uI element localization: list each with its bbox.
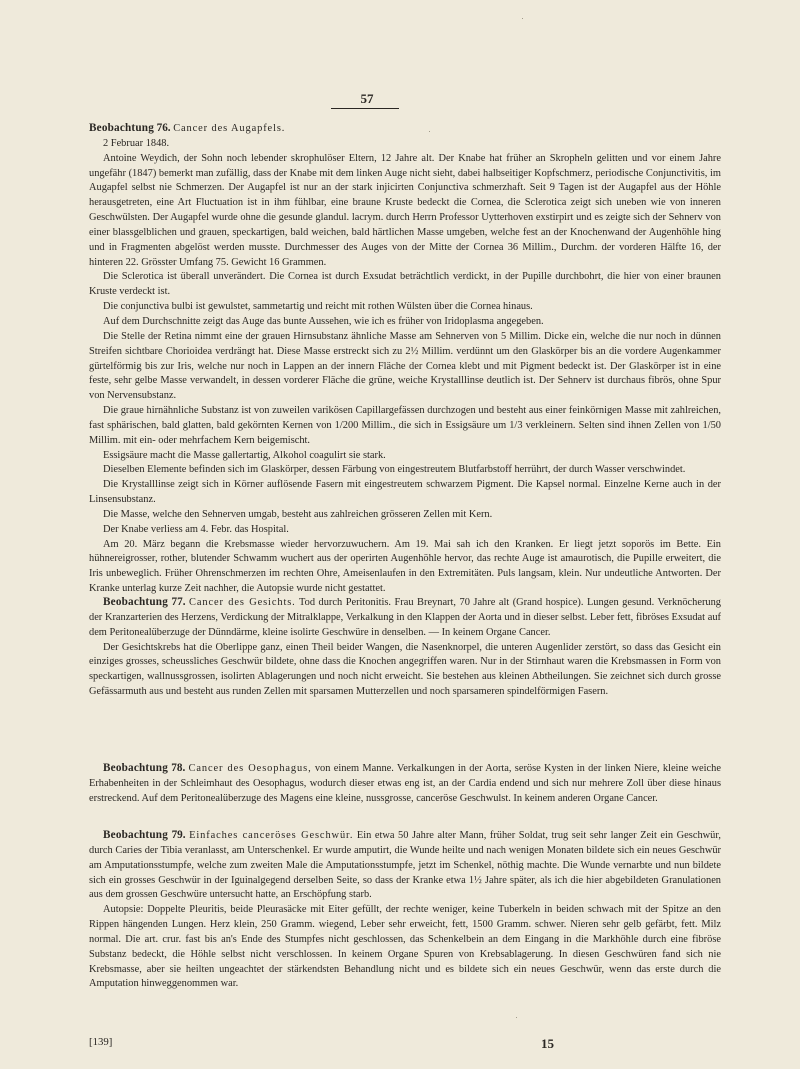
paragraph: Die Masse, welche den Sehnerven umgab, besteht aus zahlreichen grösseren Zellen mit Kern. bbox=[103, 508, 493, 520]
paragraph: Die Stelle der Retina nimmt eine der grauen Hirnsubstanz ähnliche Masse am Sehnerven von 5 Millim. Dicke ein, welche die nur noch in dünnen Streifen sichtbare Chorioidea verdrängt hat. Diese Masse erstreckt sich zu 2½ Millim. verdünnt um den Glaskörper bis an die vordere Augenkammer gürtelförmig bis zur Iris, welche nur noch in Lappen an der innern Fläche der Cornea klebt und mit Pigment bedeckt ist. Der Glaskörper ist in eine feste, sehr gelbe Masse verwandelt, in dessen vorderer Fläche die grüne, weiche Krystalllinse deutlich ist. Der Sehnerv ist durchaus fibrös, ohne Spur von Nervensubstanz. bbox=[89, 330, 721, 402]
observation-label: Beobachtung bbox=[89, 122, 154, 134]
paper-speck bbox=[429, 131, 430, 132]
signature-mark: [139] bbox=[89, 1036, 113, 1048]
paper-speck bbox=[522, 18, 523, 19]
paragraph: Die graue hirnähnliche Substanz ist von zuweilen varikösen Capillargefässen durchzogen und besteht aus einer feinkörnigen Masse mit zahlreichen, fast sphärischen, bald glatten, bald gekörnten Kernen von 1/200 Millim., die sich in Essigsäure um 1/3 verkleinern. Selten sind ihnen Zellen von 1/50 Millim. mit ein- oder mehrfachem Kern beigemischt. bbox=[89, 405, 721, 446]
sheet-number: 15 bbox=[541, 1036, 554, 1051]
paragraph: von einem Manne. Verkalkungen in der Aorta, seröse Kysten in der linken Niere, kleine weiche Erhabenheiten in der Schleimhaut des Oesophagus, wodurch dieser etwas eng ist, an der Cardia endend und sich nur mehrere Zoll über diese hinaus erstreckend. Auf dem Peritonealüberzuge des Magens eine kleine, nussgrosse, canceröse Geschwulst. In keinem anderen Organe Cancer. bbox=[89, 763, 721, 804]
paragraph: Auf dem Durchschnitte zeigt das Auge das bunte Aussehen, wie ich es früher von Iridoplasma angegeben. bbox=[103, 315, 544, 327]
paragraph: Ein etwa 50 Jahre alter Mann, früher Soldat, trug seit sehr langer Zeit ein Geschwür, durch Caries der Tibia veranlasst, am Unterschenkel. Er wurde amputirt, die Wunde heilte und nach wenigen Monaten bildete sich ein neues Geschwür am Amputationsstumpfe, welche zum zweiten Male die Amputationsstumpfe, jetzt im Schenkel, nöthig machte. Die Wunde vernarbte und nun bildete sich ein grosses Geschwür in der Iguinalgegend derselben Seite, so dass der Kranke etwa 1½ Jahre später, als ich die hier abgebildeten Granulationen aus dem grossen Geschwüre untersucht hatte, an Erschöpfung starb. bbox=[89, 830, 721, 901]
paragraph: Essigsäure macht die Masse gallertartig, Alkohol coagulirt sie stark. bbox=[103, 449, 386, 461]
paragraph: 2 Februar 1848. bbox=[103, 137, 170, 149]
observation-label: Beobachtung bbox=[103, 762, 168, 774]
observation-label: Beobachtung bbox=[103, 829, 168, 841]
header-rule bbox=[331, 108, 399, 109]
paper-speck bbox=[516, 1017, 517, 1018]
paragraph: Autopsie: Doppelte Pleuritis, beide Pleurasäcke mit Eiter gefüllt, der rechte weniger, keine Tuberkeln in beiden schwach mit der Spitze an den Rippen hängenden Lungen. Herz klein, 250 Gramm. wiegend, Leber sehr erweicht, fett, 1500 Gramm. schwer. Nieren sehr gelb gefärbt, fett. Milz normal. Die art. crur. fast bis an's Ende des Stumpfes nicht geschlossen, das Schenkelbein an dem Eingang in die Markhöhle durch eine fibröse Substanz bedeckt, die Höhle selbst nicht verschlossen. In keinem Organe Spuren von Krebsablagerung. In diesen Geschwüren fand sich nie Krebsmasse, aber sie heilten ungeachtet der stärkendsten Behandlung nicht und es bildete sich ein neues Geschwür, wenn das erste durch die Amputation hinweggenommen war. bbox=[89, 904, 721, 990]
observation-number: 77. bbox=[171, 596, 186, 608]
paragraph: Dieselben Elemente befinden sich im Glaskörper, dessen Färbung von eingestreutem Blutfarbstoff herrührt, der durch Wasser verschwindet. bbox=[103, 464, 686, 476]
observation-number: 78. bbox=[171, 762, 186, 774]
observation-title: Cancer des Augapfels. bbox=[173, 123, 286, 134]
paragraph: Der Gesichtskrebs hat die Oberlippe ganz, einen Theil beider Wangen, die Nasenknorpel, die unteren Augenlider zerstört, so dass das Gesicht ein einziges grosses, scheussliches Geschwür bildete, ohne dass die Knochen angegriffen waren. Nur in der Stirnhaut waren die Krebsmassen in Form von speckartigen, wallnussgrossen, isolirten Ablagerungen und noch nicht erweicht. Sie bestehen aus kleinen Abtheilungen. Sie zeichnet sich durch grosse Gefässarmuth aus und besteht aus runden Zellen mit sparsamen Mutterzellen und noch sparsameren spindelförmigen Fasern. bbox=[89, 641, 721, 698]
observation-78 bbox=[89, 761, 721, 807]
page-number: 57 bbox=[360, 91, 374, 106]
observation-number: 76. bbox=[156, 122, 171, 134]
paragraph: Antoine Weydich, der Sohn noch lebender skrophulöser Eltern, 12 Jahre alt. Der Knabe hat früher an Skropheln gelitten und vor einem Jahre ungefähr (1847) bemerkt man zufällig, dass der Knabe mit dem linken Auge nicht sieht, dabei halbseitiger Kopfschmerz, periodische Conjunctivitis, im Augapfel selbst nie Schmerzen. Der Augapfel ist nur an der stark injicirten Conjunctiva schmerzhaft. Seit 9 Tagen ist der Augapfel aus der Höhle herausgetreten, eine Art Fluctuation ist in ihm fühlbar, eine braune Kruste bedeckt die Cornea, die Sclerotica zeigt sich uneben wie von inneren Geschwülsten. Der Augapfel wurde ohne die gesunde glandul. lacrym. durch Herrn Professor Uytterhoven exstirpirt und es zeigte sich der Sehnerv von einer blassgelblichen und grauen, speckartigen, bald weichen, bald härtlichen Masse umgeben, welche fest an der Knochenwand der Augenhöhle hing und in Fragmenten abgelöst werden musste. Durchmesser des Auges von der Mitte der Cornea 36 Millim., Durchm. der vorderen Hälfte 16, der hinteren 22. Grösster Umfang 75. Gewicht 16 Grammen. bbox=[89, 152, 721, 268]
paragraph: Die Krystalllinse zeigt sich in Körner auflösende Fasern mit eingestreutem schwarzem Pigment. Die Kapsel normal. Einzelne Kerne auch in der Linsensubstanz. bbox=[89, 479, 721, 506]
paragraph: Der Knabe verliess am 4. Febr. das Hospital. bbox=[103, 523, 289, 535]
paragraph: Die Sclerotica ist überall unverändert. Die Cornea ist durch Exsudat beträchtlich verdickt, in der Pupille durchbohrt, die hier von einer braunen Kruste verdeckt ist. bbox=[89, 271, 721, 298]
observation-number: 79. bbox=[171, 829, 186, 841]
observation-title: Cancer des Oesophagus, bbox=[188, 763, 312, 774]
observation-79 bbox=[89, 828, 721, 992]
paragraph: Am 20. März begann die Krebsmasse wieder hervorzuwuchern. Am 19. Mai sah ich den Kranken. Er liegt jetzt soporös im Bette. Ein hühnereigrosser, rother, blutender Schwamm wuchert aus der operirten Augenhöhle hervor, das rechte Auge ist amaurotisch, die Pupille erweitert, die Iris unbeweglich. Früher Ohrenschmerzen im rechten Ohre, Ameisenlaufen in den Extremitäten. Puls langsam, klein. Nur undeutliche Antworten. Der Kranke unterlag kurze Zeit nachher, die Autopsie wurde nicht gestattet. bbox=[89, 538, 721, 595]
observation-77 bbox=[89, 595, 721, 700]
observation-title: Cancer des Gesichts. bbox=[189, 597, 296, 608]
observation-76 bbox=[89, 121, 721, 597]
observation-title: Einfaches canceröses Geschwür. bbox=[189, 830, 354, 841]
paragraph: Tod durch Peritonitis. Frau Breynart, 70 Jahre alt (Grand hospice). Lungen gesund. Verknöcherung der Kranzarterien des Herzens, Verdickung der Mitralklappe, Verkalkung in den Klappen der Aorta und in dieser selbst. Leber fett, fibröses Exsudat auf dem Peritonealüberzuge der Dünndärme, kleine isolirte Geschwüre in denselben. — In keinem Organe Cancer. bbox=[89, 597, 722, 638]
observation-label: Beobachtung bbox=[103, 596, 168, 608]
paragraph: Die conjunctiva bulbi ist gewulstet, sammetartig und reicht mit rothen Wülsten über die Cornea hinaus. bbox=[103, 301, 533, 313]
